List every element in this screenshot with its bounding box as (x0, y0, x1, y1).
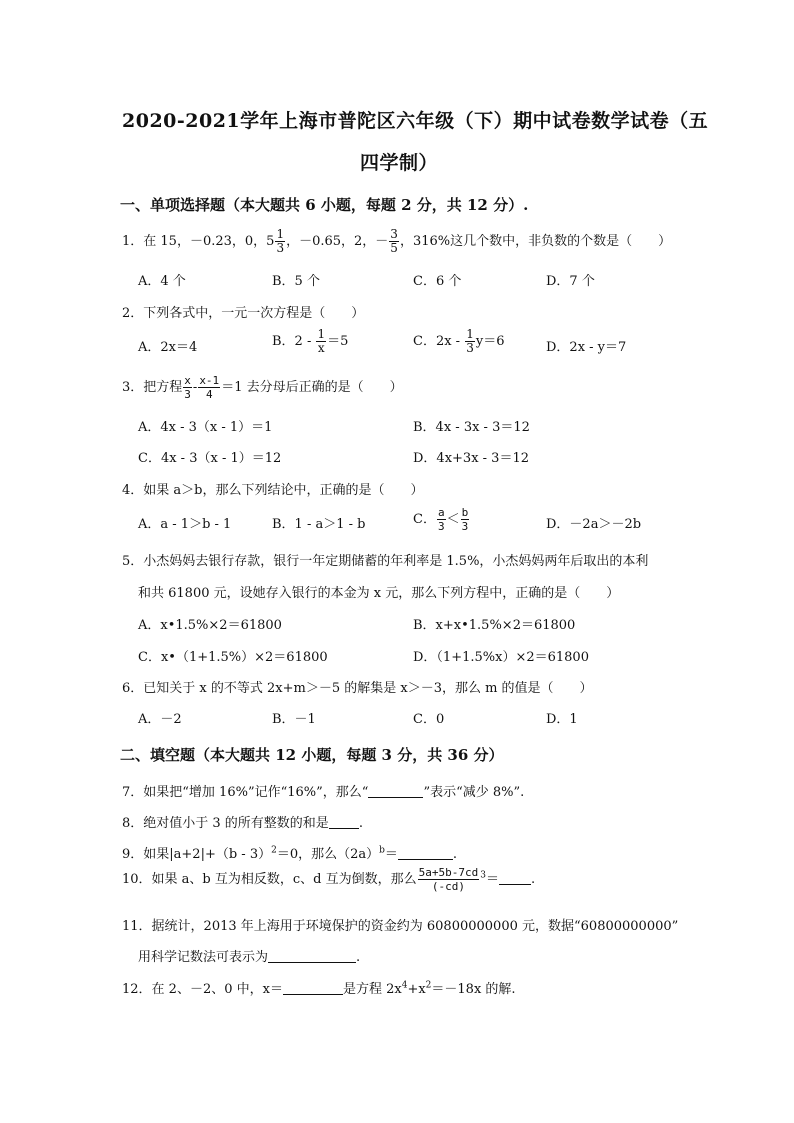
answer-blank[interactable] (268, 950, 356, 963)
question-8: 8．绝对值小于 3 的所有整数的和是 . (122, 816, 363, 831)
q5-option-c: C．x•（1+1.5%）×2＝61800 (138, 650, 328, 665)
answer-blank[interactable] (368, 785, 423, 798)
q6-option-d: D．1 (546, 712, 578, 727)
question-5-line1: 5．小杰妈妈去银行存款，银行一年定期储蓄的年利率是 1.5%，小杰妈妈两年后取出的本利 (122, 554, 649, 569)
answer-blank[interactable] (398, 847, 453, 860)
q1-text-a: 1．在 15，－0.23，0，5 (122, 234, 275, 249)
q6-option-b: B．－1 (272, 712, 316, 727)
fraction: $\frac{a}{3}$ (437, 506, 445, 533)
fraction: $\frac{1}{3}$ (466, 327, 474, 355)
question-4: 4．如果 a＞b，那么下列结论中，正确的是（ ） (122, 483, 424, 498)
fraction: $\frac{1}{x}$ (317, 327, 326, 355)
q6-option-a: A．－2 (138, 712, 182, 727)
question-12: 12．在 2、－2、0 中，x＝ 是方程 $2x^4+x^2=-18x$ 的解. (122, 980, 516, 997)
fraction: $\frac{x-1}{4}$ (199, 374, 220, 401)
question-6: 6．已知关于 x 的不等式 2x+m＞－5 的解集是 x＞－3，那么 m 的值是（ ） (122, 681, 593, 696)
q2-option-c: C．2x - $\frac{1}{3}$ y＝6 (413, 327, 505, 355)
question-9: 9．如果|a+2|+（b - 3）$^2$＝0，那么$(2a)^b=$ . (122, 845, 458, 862)
q3-option-d: D．4x+3x - 3＝12 (413, 451, 529, 466)
q1-option-a: A．4 个 (138, 274, 186, 289)
q3-option-a: A．4x - 3（x - 1）＝1 (138, 420, 273, 435)
q6-option-c: C．0 (413, 712, 445, 727)
q5-option-d: D．（1+1.5%x）×2＝61800 (413, 650, 589, 665)
q1-option-c: C．6 个 (413, 274, 462, 289)
q5-option-a: A．x•1.5%×2＝61800 (138, 618, 282, 633)
page-title-line1: 2020-2021学年上海市普陀区六年级（下）期中试卷数学试卷（五 (122, 110, 709, 132)
question-1 (122, 228, 671, 255)
q3-option-c: C．4x - 3（x - 1）＝12 (138, 451, 282, 466)
q1-text-c: ，316%这几个数中，非负数的个数是（ ） (399, 234, 672, 249)
question-10: 10．如果 a、b 互为相反数，c、d 互为倒数，那么 $\frac{5a+5b-7cd}{(-cd)}$ $^3$＝ . (122, 866, 536, 893)
question-3: 3．把方程 $\frac{x}{3}$ - $\frac{x-1}{4}$ ＝1 去分母后正确的是（ ） (122, 374, 403, 401)
question-5-line2: 和共 61800 元，设她存入银行的本金为 x 元，那么下列方程中，正确的是（ ） (138, 586, 620, 601)
fraction: $\frac{1}{3}$ (276, 227, 285, 255)
q2-option-a: A．2x＝4 (138, 340, 198, 355)
q2-option-b: B．2 - $\frac{1}{x}$ ＝5 (272, 327, 349, 355)
fraction: $\frac{b}{3}$ (461, 506, 469, 533)
section-heading-fill-in: 二、填空题（本大题共 12 小题，每题 3 分，共 36 分） (120, 746, 504, 764)
answer-blank[interactable] (499, 872, 531, 885)
fraction: $\frac{x}{3}$ (184, 374, 191, 401)
q2-option-d: D．2x - y＝7 (546, 340, 627, 355)
q1-text-b: ，－0.65，2，－ (286, 234, 389, 249)
section-heading-choice: 一、单项选择题（本大题共 6 小题，每题 2 分，共 12 分）. (120, 196, 529, 214)
q4-option-a: A．a - 1＞b - 1 (138, 517, 232, 532)
question-11-line2: 用科学记数法可表示为 . (138, 950, 361, 965)
q1-option-b: B．5 个 (272, 274, 320, 289)
fraction: $\frac{5a+5b-7cd}{(-cd)}$ (418, 866, 479, 893)
q4-option-c: C． $\frac{a}{3}$ ＜ $\frac{b}{3}$ (413, 506, 469, 533)
answer-blank[interactable] (283, 982, 343, 995)
question-7: 7．如果把“增加 16%”记作“16%”，那么“ ”表示“减少 8%”. (122, 785, 525, 800)
question-11-line1: 11．据统计，2013 年上海用于环境保护的资金约为 60800000000 元，数据“60800000000” (122, 919, 679, 934)
q4-option-b: B．1 - a＞1 - b (272, 517, 366, 532)
fraction: $\frac{3}{5}$ (390, 227, 398, 255)
q4-option-d: D．－2a＞－2b (546, 517, 642, 532)
answer-blank[interactable] (329, 816, 359, 829)
page-title-line2: 四学制） (360, 152, 439, 174)
q1-option-d: D．7 个 (546, 274, 595, 289)
question-2: 2．下列各式中，一元一次方程是（ ） (122, 306, 365, 321)
q5-option-b: B．x+x•1.5%×2＝61800 (413, 618, 576, 633)
q3-option-b: B．4x - 3x - 3＝12 (413, 420, 530, 435)
